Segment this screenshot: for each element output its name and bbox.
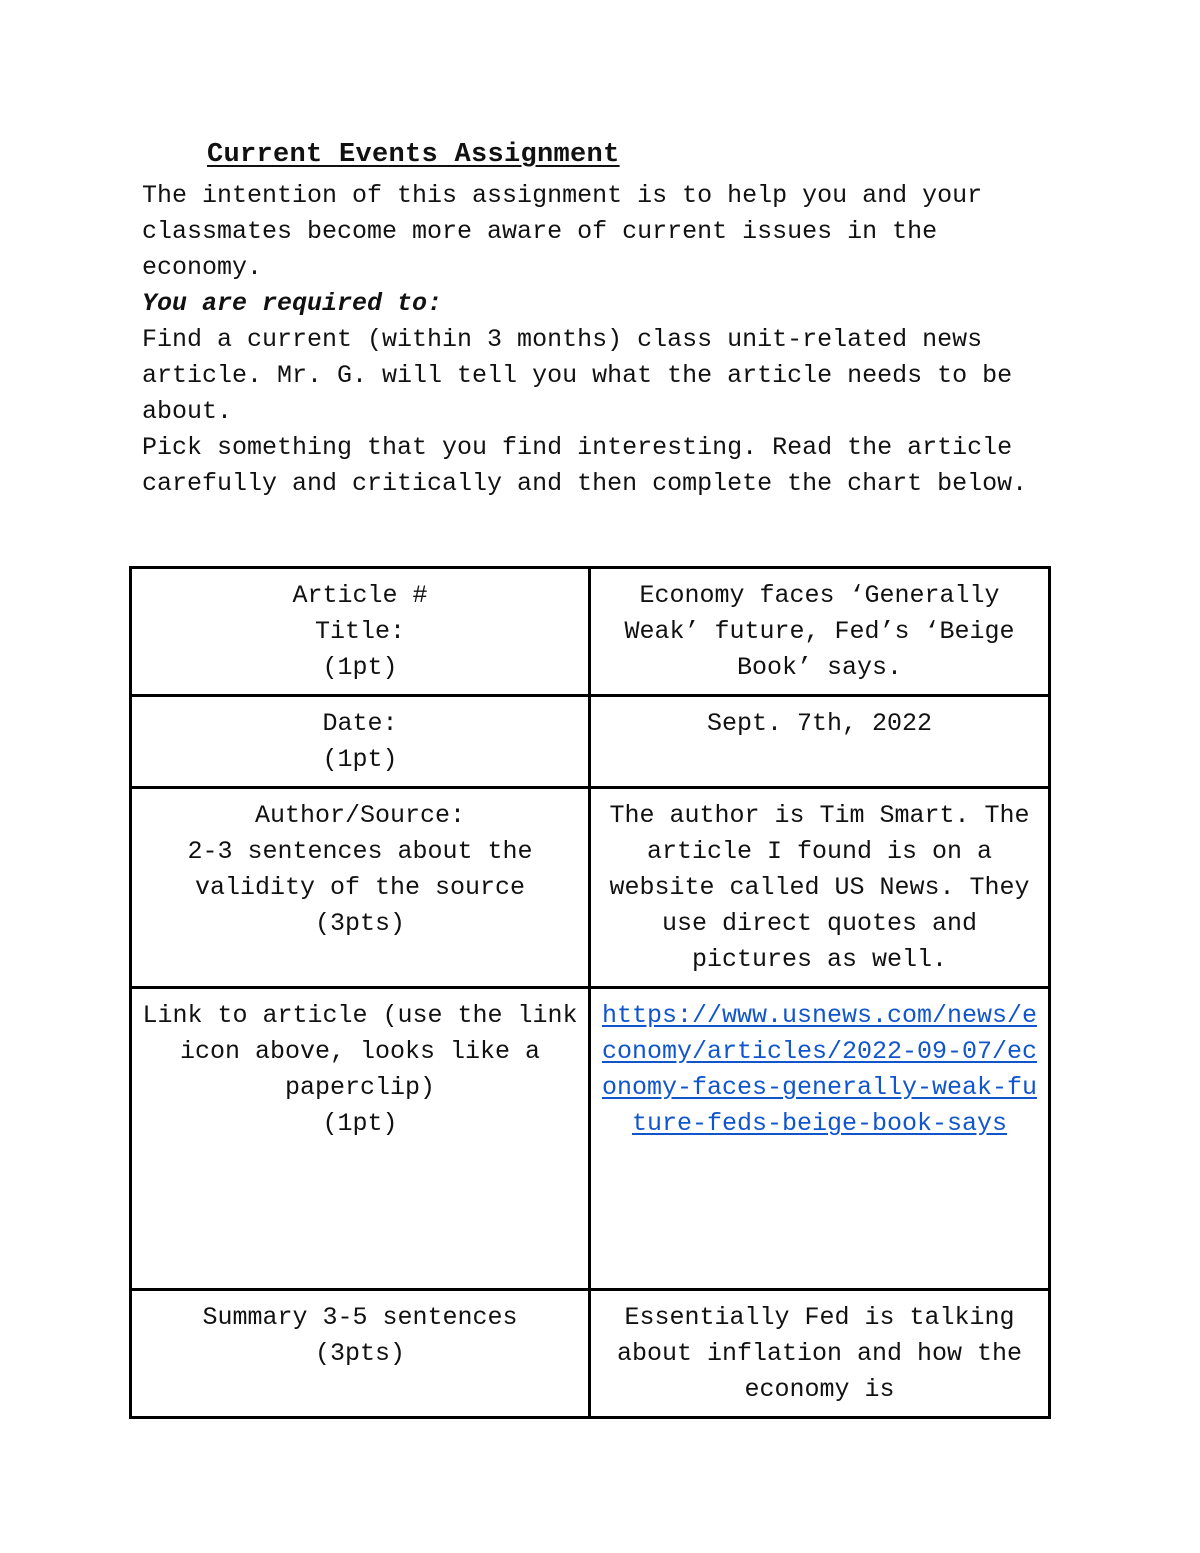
- instruction-pick-article: Pick something that you find interesting. Read the article carefully and critically and then complete the chart below.: [142, 433, 1028, 498]
- link-label: Link to article (use the link icon above, looks like a paperclip): [142, 1001, 578, 1102]
- link-label-cell: [131, 988, 590, 1290]
- title-label: Title:: [314, 617, 405, 646]
- article-number-label: Article #: [292, 581, 428, 610]
- document-title: Current Events Assignment: [207, 140, 620, 170]
- assignment-chart: [129, 566, 1051, 1419]
- table-row-link: [131, 988, 1050, 1290]
- article-link[interactable]: https://www.usnews.com/news/economy/articles/2022-09-07/economy-faces-generally-weak-future-feds-beige-book-says: [601, 1001, 1038, 1138]
- title-answer: Economy faces ‘Generally Weak’ future, Fed’s ‘Beige Book’ says.: [624, 581, 1015, 682]
- date-label-cell: [131, 696, 590, 788]
- date-label: Date:: [322, 709, 398, 738]
- link-points: (1pt): [322, 1109, 398, 1138]
- table-row-summary: [131, 1290, 1050, 1418]
- required-heading: You are required to:: [142, 289, 443, 318]
- summary-answer: Essentially Fed is talking about inflation and how the economy is: [616, 1303, 1023, 1404]
- table-row-title: [131, 568, 1050, 696]
- author-points: (3pts): [314, 909, 405, 938]
- table-row-author: [131, 788, 1050, 988]
- table-row-date: [131, 696, 1050, 788]
- author-source-label: Author/Source:: [254, 801, 466, 830]
- summary-answer-cell[interactable]: [590, 1290, 1050, 1418]
- date-answer-cell[interactable]: [590, 696, 1050, 788]
- summary-label-cell: [131, 1290, 590, 1418]
- link-answer-cell[interactable]: [590, 988, 1050, 1290]
- instruction-find-article: Find a current (within 3 months) class unit-related news article. Mr. G. will tell you what the article needs to be about.: [142, 325, 1028, 426]
- author-validity-instructions: 2-3 sentences about the validity of the source: [187, 837, 533, 902]
- author-label-cell: [131, 788, 590, 988]
- author-answer: The author is Tim Smart. The article I found is on a website called US News. They use direct quotes and pictures as well.: [609, 801, 1030, 974]
- title-answer-cell[interactable]: [590, 568, 1050, 696]
- date-answer: Sept. 7th, 2022: [706, 709, 933, 738]
- title-points: (1pt): [322, 653, 398, 682]
- intro-section: [142, 178, 1062, 502]
- title-label-cell: [131, 568, 590, 696]
- intro-paragraph: The intention of this assignment is to help you and your classmates become more aware of current issues in the economy.: [142, 181, 998, 282]
- date-points: (1pt): [322, 745, 398, 774]
- author-answer-cell[interactable]: [590, 788, 1050, 988]
- summary-points: (3pts): [314, 1339, 405, 1368]
- summary-label: Summary 3-5 sentences: [202, 1303, 518, 1332]
